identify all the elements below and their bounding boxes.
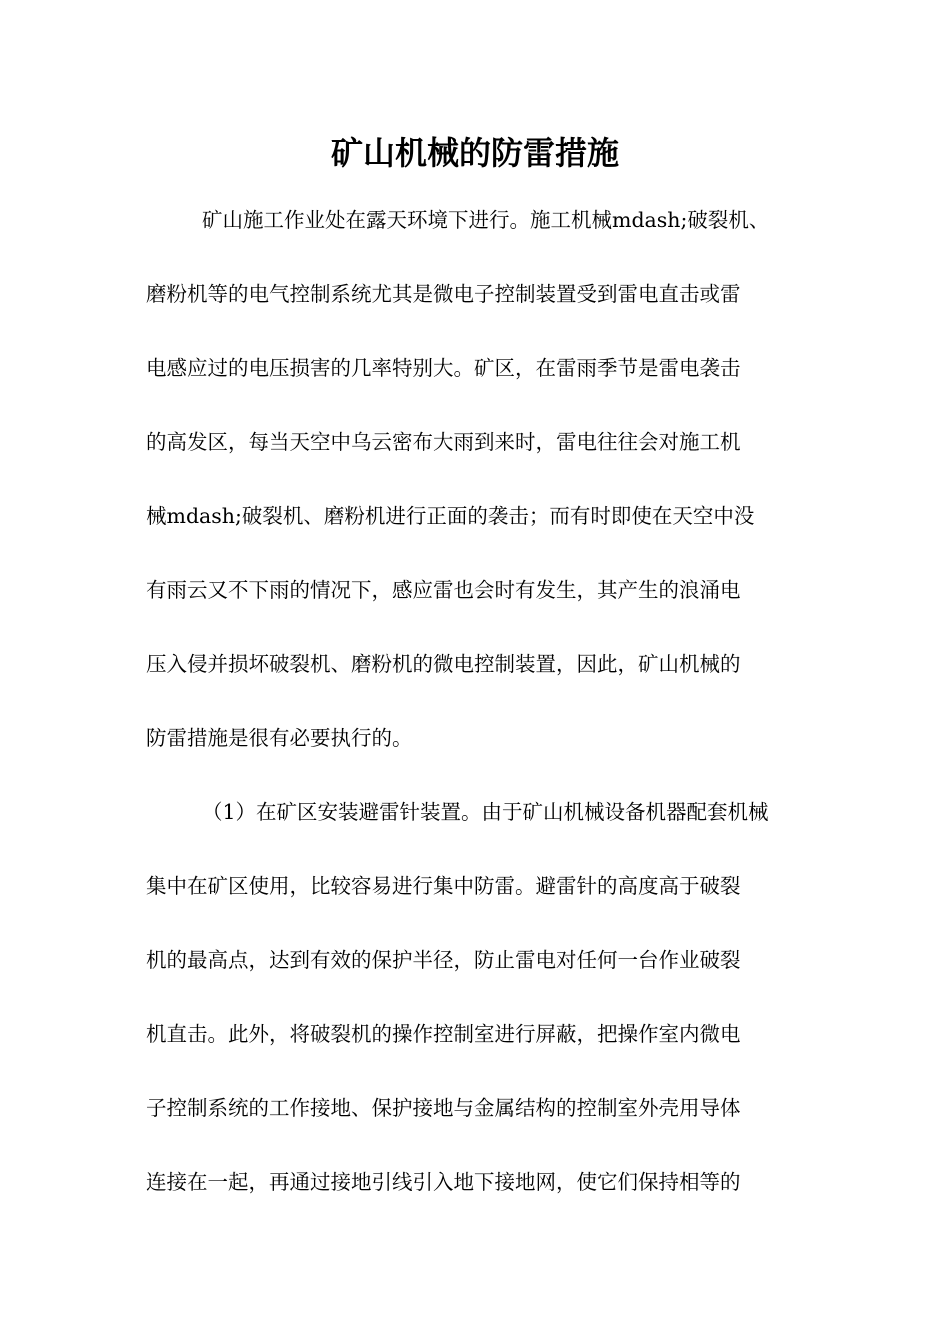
paragraph-line: 压入侵并损坏破裂机、磨粉机的微电控制装置，因此，矿山机械的 (146, 652, 741, 676)
paragraph-line: 矿山施工作业处在露天环境下进行。施工机械mdash;破裂机、 (202, 208, 770, 232)
paragraph-line: 的高发区，每当天空中乌云密布大雨到来时，雷电往往会对施工机 (146, 430, 741, 454)
document-title: 矿山机械的防雷措施 (330, 134, 619, 172)
paragraph-line: 连接在一起，再通过接地引线引入地下接地网，使它们保持相等的 (146, 1170, 741, 1194)
paragraph-line: 有雨云又不下雨的情况下，感应雷也会时有发生，其产生的浪涌电 (146, 578, 741, 602)
paragraph-intro (146, 183, 818, 775)
paragraph-line: 磨粉机等的电气控制系统尤其是微电子控制装置受到雷电直击或雷 (146, 282, 741, 306)
paragraph-line: 防雷措施是很有必要执行的。 (146, 726, 413, 750)
paragraph-line: 子控制系统的工作接地、保护接地与金属结构的控制室外壳用导体 (146, 1096, 741, 1120)
paragraph-line: （1）在矿区安装避雷针装置。由于矿山机械设备机器配套机械 (202, 800, 769, 824)
document-body (146, 183, 818, 1219)
paragraph-line: 机直击。此外，将破裂机的操作控制室进行屏蔽，把操作室内微电 (146, 1022, 741, 1046)
paragraph-line: 电感应过的电压损害的几率特别大。矿区，在雷雨季节是雷电袭击 (146, 356, 741, 380)
paragraph-line: 械mdash;破裂机、磨粉机进行正面的袭击；而有时即使在天空中没 (146, 504, 755, 528)
paragraph-line: 机的最高点，达到有效的保护半径，防止雷电对任何一台作业破裂 (146, 948, 741, 972)
paragraph-line: 集中在矿区使用，比较容易进行集中防雷。避雷针的高度高于破裂 (146, 874, 741, 898)
paragraph-lightning-rod (146, 775, 818, 1219)
